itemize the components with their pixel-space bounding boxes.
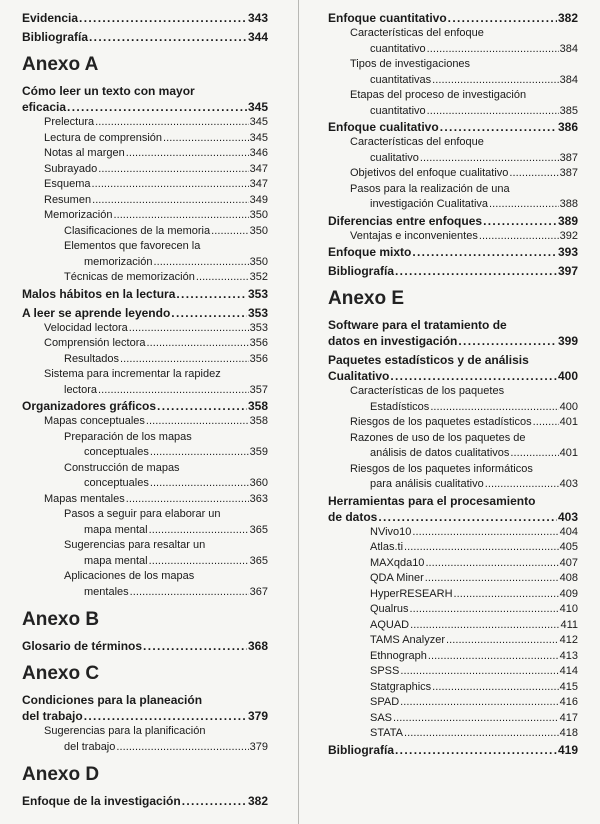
- toc-page-number: 382: [557, 11, 578, 25]
- toc-entry-title-line: Ethnograph: [370, 649, 427, 662]
- toc-entry-title-line: Etapas del proceso de investigación: [350, 89, 527, 101]
- toc-entry-title-line: Clasificaciones de la memoria: [64, 224, 211, 237]
- toc-entry-title-line: Ventajas e inconvenientes: [350, 229, 478, 242]
- toc-entry[interactable]: [328, 540, 578, 556]
- toc-page-number: 357: [249, 383, 268, 396]
- toc-page-number: 347: [249, 178, 268, 190]
- toc-page-number: 350: [249, 255, 268, 268]
- toc-entry[interactable]: [328, 229, 578, 245]
- toc-entry-title-line: NVivo10: [370, 525, 412, 538]
- toc-entry-title-line: Aplicaciones de los mapas: [64, 570, 195, 582]
- toc-page-number: 400: [559, 400, 578, 413]
- toc-entry[interactable]: [328, 263, 578, 279]
- toc-entry[interactable]: [22, 146, 268, 162]
- toc-page-number: 356: [249, 352, 268, 365]
- dot-leader: [509, 166, 558, 182]
- toc-page-number: 409: [559, 587, 578, 600]
- dot-leader: [98, 162, 248, 178]
- toc-entry-title-line: Esquema: [44, 178, 91, 190]
- toc-page-number: 411: [560, 618, 578, 631]
- dot-leader: [440, 119, 557, 135]
- dot-leader: [430, 400, 558, 416]
- toc-entry-title-line: Evidencia: [22, 11, 79, 25]
- toc-page-number: 352: [249, 271, 268, 283]
- dot-leader: [150, 476, 249, 492]
- toc-entry-title-line: del trabajo: [22, 709, 83, 723]
- annex-heading-anexo-d: Anexo D: [22, 764, 100, 785]
- toc-entry[interactable]: [22, 239, 268, 270]
- toc-entry[interactable]: [22, 367, 268, 398]
- toc-entry-title-line: mapa mental: [84, 523, 148, 536]
- toc-page-number: 414: [559, 665, 578, 677]
- dot-leader: [410, 618, 559, 634]
- toc-entry-title-line: Notas al margen: [44, 147, 125, 159]
- toc-entry-title-line: Organizadores gráficos: [22, 399, 157, 413]
- toc-entry-title-line: MAXqda10: [370, 556, 425, 569]
- toc-entry-title-line: Tipos de investigaciones: [350, 58, 471, 70]
- toc-page-number: 417: [559, 711, 578, 724]
- toc-page-number: 410: [559, 603, 578, 615]
- toc-entry[interactable]: [22, 193, 268, 209]
- toc-entry-title-line: Cómo leer un texto con mayor: [22, 84, 195, 98]
- toc-entry-title-line: cuantitativo: [370, 42, 426, 55]
- dot-leader: [120, 352, 249, 368]
- toc-entry-title-line: Riesgos de los paquetes estadísticos: [350, 416, 532, 428]
- toc-entry-title-line: Qualrus: [370, 603, 409, 615]
- toc-page-number: 405: [559, 541, 578, 553]
- toc-entry-title-line: HyperRESEARH: [370, 587, 453, 600]
- dot-leader: [113, 208, 248, 224]
- toc-entry[interactable]: [328, 182, 578, 213]
- toc-entry-title-line: del trabajo: [64, 740, 116, 753]
- toc-entry[interactable]: [22, 507, 268, 538]
- toc-page-number: 345: [249, 131, 268, 144]
- dot-leader: [395, 263, 557, 279]
- toc-entry[interactable]: [328, 742, 578, 758]
- toc-entry[interactable]: [328, 493, 578, 525]
- toc-entry-title-line: Diferencias entre enfoques: [328, 213, 483, 228]
- toc-column-right: [328, 10, 578, 758]
- dot-leader: [458, 333, 557, 349]
- toc-entry-title-line: Comprensión lectora: [44, 337, 146, 349]
- toc-entry[interactable]: [22, 305, 268, 321]
- toc-entry[interactable]: [22, 638, 268, 654]
- toc-entry[interactable]: [328, 556, 578, 572]
- toc-page-number: 350: [249, 209, 268, 221]
- toc-entry-title-line: Sugerencias para la planificación: [44, 725, 206, 737]
- toc-entry[interactable]: [22, 352, 268, 368]
- dot-leader: [84, 708, 247, 724]
- toc-entry[interactable]: [22, 336, 268, 352]
- toc-page-number: 385: [559, 104, 578, 117]
- toc-entry[interactable]: [328, 680, 578, 696]
- toc-entry[interactable]: [22, 286, 268, 302]
- dot-leader: [378, 509, 557, 525]
- dot-leader: [489, 197, 559, 213]
- toc-entry-title-line: Construcción de mapas: [64, 461, 180, 474]
- toc-entry[interactable]: [22, 29, 268, 45]
- toc-page-number: 418: [559, 727, 578, 739]
- toc-entry[interactable]: [328, 462, 578, 493]
- toc-entry-title-line: Enfoque cuantitativo: [328, 11, 447, 25]
- toc-page-number: 343: [247, 11, 268, 25]
- dot-leader: [432, 73, 558, 89]
- dot-leader: [400, 664, 558, 680]
- toc-entry[interactable]: [328, 10, 578, 26]
- toc-page-number: 379: [249, 740, 268, 753]
- toc-entry-title-line: Razones de uso de los paquetes de: [350, 431, 526, 444]
- toc-entry[interactable]: [328, 664, 578, 680]
- toc-entry-title-line: Resultados: [64, 352, 120, 365]
- dot-leader: [448, 10, 557, 26]
- toc-entry-title-line: análisis de datos cualitativos: [370, 447, 510, 459]
- toc-entry[interactable]: [328, 571, 578, 587]
- toc-entry-title-line: Enfoque cualitativo: [328, 120, 439, 134]
- toc-entry-title-line: Preparación de los mapas: [64, 430, 192, 443]
- toc-entry-title-line: Subrayado: [44, 162, 98, 175]
- toc-entry-title-line: Memorización: [44, 209, 113, 221]
- dot-leader: [483, 213, 557, 229]
- dot-leader: [390, 368, 557, 384]
- dot-leader: [404, 540, 559, 556]
- toc-entry-title-line: Estadísticos: [370, 400, 430, 413]
- toc-page-number: 408: [559, 572, 578, 584]
- toc-entry-title-line: SPSS: [370, 665, 400, 677]
- dot-leader: [130, 585, 249, 601]
- toc-page-number: 365: [249, 523, 268, 536]
- toc-entry-title-line: Condiciones para la planeación: [22, 693, 203, 707]
- toc-entry-title-line: investigación Cualitativa: [370, 198, 489, 210]
- toc-entry[interactable]: [22, 461, 268, 492]
- toc-page-number: 358: [249, 415, 268, 427]
- toc-entry-title-line: Pasos para la realización de una: [350, 182, 510, 195]
- toc-entry[interactable]: [328, 431, 578, 462]
- toc-entry-title-line: Software para el tratamiento de: [328, 318, 507, 332]
- toc-page-number: 356: [249, 337, 268, 349]
- toc-entry-title-line: SAS: [370, 711, 393, 724]
- dot-leader: [92, 193, 249, 209]
- toc-entry-title-line: cuantitativo: [370, 104, 426, 117]
- dot-leader: [412, 244, 557, 260]
- toc-page-number: 389: [557, 213, 578, 228]
- toc-entry-title-line: Resumen: [44, 193, 92, 206]
- dot-leader: [79, 10, 247, 26]
- dot-leader: [410, 602, 559, 618]
- column-divider: [298, 0, 299, 824]
- toc-entry[interactable]: [22, 115, 268, 131]
- dot-leader: [129, 321, 249, 337]
- dot-leader: [157, 398, 247, 414]
- toc-entry-title-line: Características del enfoque: [350, 136, 484, 148]
- toc-page-number: 392: [559, 229, 578, 242]
- dot-leader: [427, 42, 559, 58]
- dot-leader: [149, 554, 249, 570]
- dot-leader: [116, 740, 248, 756]
- toc-page-number: 363: [249, 492, 268, 505]
- toc-entry-title-line: cuantitativas: [370, 73, 432, 86]
- dot-leader: [432, 680, 558, 696]
- dot-leader: [533, 415, 559, 431]
- toc-entry-title-line: Malos hábitos en la lectura: [22, 286, 176, 301]
- toc-entry-title-line: SPAD: [370, 696, 400, 708]
- toc-entry[interactable]: [328, 711, 578, 727]
- toc-entry[interactable]: [328, 633, 578, 649]
- toc-page-number: 388: [559, 198, 578, 210]
- toc-page-number: 382: [247, 794, 268, 808]
- toc-entry-title-line: Glosario de términos: [22, 639, 143, 653]
- toc-page-number: 413: [559, 649, 578, 662]
- toc-page-number: 384: [559, 73, 578, 86]
- toc-entry-title-line: Mapas mentales: [44, 492, 125, 505]
- toc-entry-title-line: conceptuales: [84, 477, 149, 489]
- dot-leader: [182, 793, 247, 809]
- toc-page-number: 345: [247, 100, 268, 114]
- toc-entry[interactable]: [22, 414, 268, 430]
- toc-entry-title-line: Objetivos del enfoque cualitativo: [350, 167, 509, 179]
- toc-entry-title-line: Lectura de comprensión: [44, 131, 163, 144]
- toc-entry-title-line: A leer se aprende leyendo: [22, 305, 171, 320]
- toc-page-number: 399: [557, 334, 578, 348]
- toc-entry-title-line: Elementos que favorecen la: [64, 240, 201, 252]
- dot-leader: [420, 151, 559, 167]
- toc-page-number: 349: [249, 193, 268, 206]
- toc-entry[interactable]: [22, 10, 268, 26]
- toc-entry-title-line: Herramientas para el procesamiento: [328, 493, 536, 508]
- toc-entry-title-line: Técnicas de memorización: [64, 271, 195, 283]
- toc-entry[interactable]: [328, 384, 578, 415]
- dot-leader: [510, 446, 558, 462]
- toc-entry[interactable]: [328, 57, 578, 88]
- toc-page-number: 401: [559, 447, 578, 459]
- toc-entry-title-line: Bibliografía: [328, 742, 395, 757]
- toc-page-number: 393: [557, 245, 578, 259]
- toc-page-number: 368: [247, 639, 268, 653]
- toc-entry-title-line: AQUAD: [370, 618, 410, 631]
- toc-entry[interactable]: [328, 317, 578, 349]
- toc-entry-title-line: STATA: [370, 727, 403, 739]
- toc-entry[interactable]: [328, 525, 578, 541]
- toc-entry-title-line: de datos: [328, 509, 378, 524]
- dot-leader: [98, 383, 249, 399]
- toc-entry[interactable]: [22, 177, 268, 193]
- toc-entry[interactable]: [22, 430, 268, 461]
- dot-leader: [393, 711, 559, 727]
- dot-leader: [479, 229, 559, 245]
- dot-leader: [150, 445, 249, 461]
- toc-entry-title-line: memorización: [84, 255, 153, 268]
- toc-entry-title-line: Sistema para incrementar la rapidez: [44, 368, 221, 380]
- toc-page-number: 367: [249, 585, 268, 598]
- dot-leader: [425, 556, 558, 572]
- toc-entry-title-line: Enfoque mixto: [328, 245, 412, 259]
- toc-entry-title-line: mentales: [84, 585, 129, 598]
- toc-entry[interactable]: [328, 135, 578, 166]
- toc-entry[interactable]: [22, 162, 268, 178]
- dot-leader: [404, 726, 559, 742]
- toc-entry-title-line: Características de los paquetes: [350, 385, 505, 397]
- toc-entry[interactable]: [328, 726, 578, 742]
- toc-entry[interactable]: [328, 649, 578, 665]
- toc-page-number: 400: [557, 369, 578, 383]
- toc-entry-title-line: Prelectura: [44, 116, 95, 128]
- toc-entry[interactable]: [22, 270, 268, 286]
- toc-entry[interactable]: [328, 213, 578, 229]
- toc-entry[interactable]: [328, 26, 578, 57]
- toc-entry-title-line: Atlas.ti: [370, 541, 404, 553]
- dot-leader: [211, 224, 249, 240]
- toc-entry-title-line: Velocidad lectora: [44, 321, 128, 334]
- dot-leader: [95, 115, 249, 131]
- toc-entry[interactable]: [328, 119, 578, 135]
- dot-leader: [196, 270, 249, 286]
- toc-entry-title-line: lectora: [64, 383, 98, 396]
- toc-page-number: 345: [249, 116, 268, 128]
- dot-leader: [149, 523, 249, 539]
- toc-entry[interactable]: [328, 166, 578, 182]
- toc-entry[interactable]: [328, 602, 578, 618]
- toc-page-number: 416: [559, 696, 578, 708]
- toc-entry[interactable]: [328, 352, 578, 384]
- toc-entry-title-line: Sugerencias para resaltar un: [64, 539, 206, 551]
- toc-entry[interactable]: [328, 244, 578, 260]
- dot-leader: [153, 255, 248, 271]
- dot-leader: [67, 99, 247, 115]
- toc-column-left: [22, 10, 268, 809]
- dot-leader: [412, 525, 558, 541]
- toc-page-number: 353: [247, 286, 268, 301]
- dot-leader: [126, 492, 249, 508]
- dot-leader: [454, 587, 559, 603]
- toc-entry-title-line: Statgraphics: [370, 680, 432, 693]
- dot-leader: [146, 414, 249, 430]
- toc-entry-title-line: Pasos a seguir para elaborar un: [64, 508, 221, 520]
- dot-leader: [126, 146, 249, 162]
- dot-leader: [91, 177, 248, 193]
- toc-entry-title-line: Cualitativo: [328, 369, 390, 383]
- toc-page-number: 350: [249, 224, 268, 237]
- toc-page-number: 353: [247, 305, 268, 320]
- toc-entry[interactable]: [328, 88, 578, 119]
- toc-entry[interactable]: [328, 695, 578, 711]
- toc-entry[interactable]: [22, 321, 268, 337]
- toc-entry-title-line: TAMS Analyzer: [370, 634, 445, 646]
- toc-page-number: 347: [249, 162, 268, 175]
- toc-entry-title-line: cualitativo: [370, 151, 419, 164]
- toc-entry[interactable]: [22, 538, 268, 569]
- toc-entry-title-line: Bibliografía: [328, 264, 395, 278]
- toc-page-number: 407: [559, 556, 578, 569]
- toc-entry-title-line: Riesgos de los paquetes informáticos: [350, 462, 533, 475]
- toc-page-number: 403: [557, 509, 578, 524]
- dot-leader: [89, 29, 247, 45]
- toc-entry-title-line: mapa mental: [84, 554, 148, 567]
- toc-page-number: 384: [559, 42, 578, 55]
- toc-entry-title-line: conceptuales: [84, 446, 149, 458]
- toc-entry[interactable]: [328, 618, 578, 634]
- toc-entry[interactable]: [22, 569, 268, 600]
- dot-leader: [147, 336, 249, 352]
- dot-leader: [427, 104, 559, 120]
- toc-page-number: 401: [559, 416, 578, 428]
- dot-leader: [171, 305, 247, 321]
- toc-page-number: 344: [247, 30, 268, 44]
- dot-leader: [400, 695, 559, 711]
- toc-page-number: 404: [559, 525, 578, 538]
- dot-leader: [163, 131, 249, 147]
- dot-leader: [143, 638, 247, 654]
- toc-entry-title-line: Bibliografía: [22, 30, 89, 44]
- toc-entry[interactable]: [22, 83, 268, 115]
- toc-entry-title-line: datos en investigación: [328, 334, 458, 348]
- toc-entry[interactable]: [22, 224, 268, 240]
- toc-page-number: 387: [559, 151, 578, 164]
- toc-entry[interactable]: [22, 692, 268, 724]
- toc-page-number: 346: [249, 147, 268, 159]
- dot-leader: [176, 286, 247, 302]
- toc-entry[interactable]: [22, 793, 268, 809]
- toc-page-number: 379: [247, 709, 268, 723]
- annex-heading-anexo-b: Anexo B: [22, 609, 100, 630]
- dot-leader: [428, 649, 559, 665]
- toc-page-number: 419: [557, 742, 578, 757]
- dot-leader: [425, 571, 559, 587]
- toc-entry-title-line: Características del enfoque: [350, 27, 484, 39]
- toc-page-number: 386: [557, 120, 578, 134]
- toc-entry[interactable]: [22, 208, 268, 224]
- toc-page-number: 387: [559, 167, 578, 179]
- toc-page-number: 365: [249, 554, 268, 567]
- toc-entry[interactable]: [22, 398, 268, 414]
- toc-entry[interactable]: [22, 724, 268, 755]
- dot-leader: [485, 477, 559, 493]
- toc-entry-title-line: Mapas conceptuales: [44, 415, 145, 427]
- annex-heading-anexo-c: Anexo C: [22, 663, 100, 684]
- toc-page-number: 353: [249, 321, 268, 334]
- toc-page-number: 412: [559, 634, 578, 646]
- annex-heading-anexo-a: Anexo A: [22, 54, 99, 75]
- dot-leader: [446, 633, 559, 649]
- toc-page-number: 415: [559, 680, 578, 693]
- toc-entry[interactable]: [328, 587, 578, 603]
- toc-entry-title-line: QDA Miner: [370, 572, 424, 584]
- toc-entry[interactable]: [22, 131, 268, 147]
- toc-entry-title-line: eficacia: [22, 100, 67, 114]
- toc-page-number: 403: [559, 478, 578, 490]
- toc-entry[interactable]: [22, 492, 268, 508]
- toc-page-number: 358: [247, 399, 268, 413]
- toc-entry-title-line: Enfoque de la investigación: [22, 794, 181, 808]
- toc-entry[interactable]: [328, 415, 578, 431]
- toc-entry-title-line: para análisis cualitativo: [370, 478, 484, 490]
- annex-heading-anexo-e: Anexo E: [328, 288, 405, 309]
- toc-page-number: 397: [557, 264, 578, 278]
- dot-leader: [395, 742, 557, 758]
- toc-entry-title-line: Paquetes estadísticos y de análisis: [328, 353, 529, 367]
- toc-page-number: 360: [249, 477, 268, 489]
- toc-page-number: 359: [249, 446, 268, 458]
